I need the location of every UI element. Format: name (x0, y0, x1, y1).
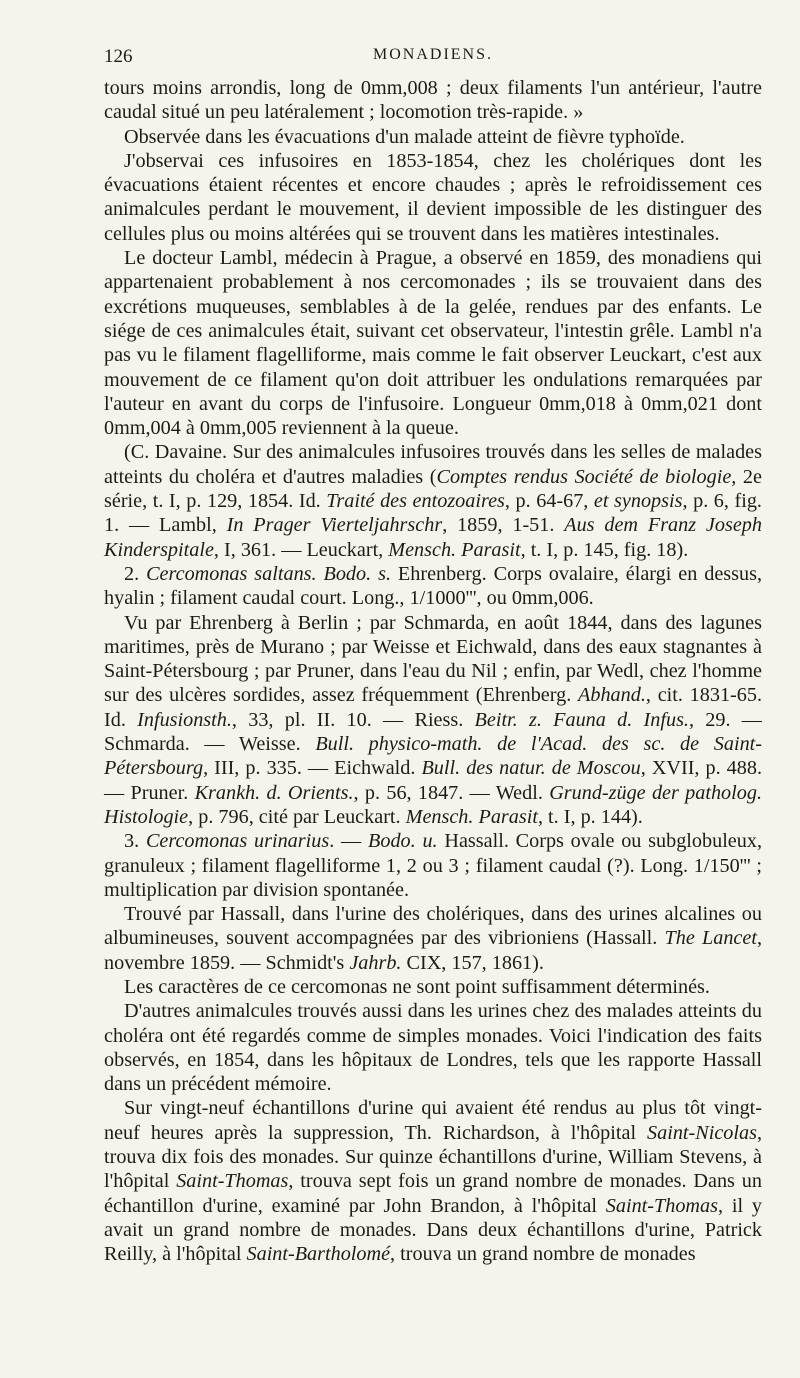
text-run: , trouva sept fois un grand nombre de monades. Dans un échantillon d'urine, examiné par John Brandon, à l'hôpital (104, 1170, 762, 1217)
running-head (104, 46, 762, 76)
text-run: , novembre 1859. — Schmidt's (104, 927, 762, 974)
text-run: , p. 6, fig. 1. — Lambl, (104, 490, 762, 537)
running-title: MONADIENS. (373, 46, 493, 63)
text-run: Ehrenberg. Corps ovalaire, élargi en dessus, hyalin ; filament caudal court. Long., 1/1000''', ou 0mm,006. (104, 562, 763, 610)
text-run: , t. I, p. 144). (537, 805, 643, 828)
text-run: , p. 796, cité par Leuckart. (188, 805, 406, 828)
italic-citation: Krankh. d. Orients. (194, 781, 354, 804)
italic-citation: Saint-Bartholomé (246, 1243, 391, 1266)
text-run: , il y avait un grand nombre de monades. Dans deux échantillons d'urine, Patrick Reilly, à l'hôpital (104, 1194, 763, 1266)
text-run: 2. (124, 562, 147, 585)
text-run: Hassall. Corps ovale ou subglobuleux, granuleux ; filament flagelliforme 1, 2 ou 3 ; filament caudal (?). Long. 1/150''' ; multiplication par division spontanée. (104, 830, 762, 901)
italic-citation: Beitr. z. Fauna d. Infus. (474, 708, 689, 731)
italic-citation: Cercomonas saltans. Bodo. s. (146, 562, 391, 585)
text-run: , t. I, p. 145, fig. 18). (520, 538, 689, 561)
italic-citation: Saint-Thomas (176, 1170, 289, 1193)
italic-citation: Bull. physico-math. de l'Acad. des sc. de Saint-Pétersbourg (104, 733, 762, 780)
italic-citation: Infusionsth. (137, 708, 232, 731)
italic-citation: Comptes rendus Société de biologie (436, 465, 732, 488)
text-run: , trouva un grand nombre de monades (390, 1243, 696, 1266)
text-run: , p. 64-67, (504, 490, 594, 513)
paragraph: Le docteur Lambl, médecin à Prague, a observé en 1859, des monadiens qui appartenaient probablement à nos cercomonades ; ils se trouvaient dans des excrétions muqueuses, semblables à de la gelée, rendues par des enfants. Le siége de ces animalcules était, suivant cet observateur, l'intestin grêle. Lambl n'a pas vu le filament flagelliforme, mais comme le fait observer Leuckart, c'est aux mouvement de ce filament qu'on doit attribuer les ondulations remarquées par l'auteur en avant du corps de l'infusoire. Longueur 0mm,018 à 0mm,021 dont 0mm,004 à 0mm,005 reviennent à la queue. (104, 247, 762, 440)
text-run: , p. 56, 1847. — Wedl. (353, 781, 550, 804)
text-run: CIX, 157, 1861). (401, 951, 544, 974)
italic-citation: Bull. des natur. de Moscou (421, 757, 641, 780)
species-entry (104, 829, 762, 902)
italic-citation: Jahrb. (349, 951, 402, 974)
text-run: , 29. — Schmarda. — Weisse. (104, 708, 762, 756)
paragraph (104, 611, 762, 830)
italic-citation: The Lancet (664, 927, 757, 950)
italic-citation: et synopsis (593, 490, 683, 513)
text-run: Trouvé par Hassall, dans l'urine des cholériques, dans des urines alcalines ou albumineuses, souvent accompagnées par des vibrioniens (Hassall. (104, 903, 762, 950)
paragraph: Les caractères de ce cercomonas ne sont point suffisamment déterminés. (124, 975, 710, 998)
italic-citation: Bodo. u. (368, 830, 438, 853)
text-run: , trouva dix fois des monades. Sur quinze échantillons d'urine, William Stevens, à l'hôpital (104, 1121, 762, 1193)
text-run: (C. Davaine. Sur des animalcules infusoires trouvés dans les selles de malades atteints du choléra et d'autres maladies ( (104, 441, 762, 488)
italic-citation: Aus dem Franz Joseph Kinderspitale (104, 514, 762, 561)
paragraph: Observée dans les évacuations d'un malade atteint de fièvre typhoïde. (124, 125, 685, 148)
italic-citation: Saint-Nicolas (647, 1121, 757, 1144)
text-run: 3. (124, 830, 146, 853)
text-run: , cit. 1831-65. Id. (104, 684, 762, 731)
text-run: Vu par Ehrenberg à Berlin ; par Schmarda, en août 1844, dans des lagunes maritimes, près de Murano ; par Weisse et Eichwald, dans des eaux stagnantes à Saint-Pétersbourg ; par Pruner, dans l'eau du Nil ; enfin, par Wedl, chez l'homme sur des ulcères sordides, assez fréquemment (Ehrenberg. (104, 611, 762, 707)
text-run: , XVII, p. 488. — Pruner. (104, 757, 763, 804)
italic-citation: Abhand. (578, 684, 646, 707)
italic-citation: Traité des entozoaires (326, 490, 505, 513)
italic-citation: In Prager Vierteljahrschr (226, 514, 443, 537)
text-run: , III, p. 335. — Eichwald. (203, 757, 422, 780)
page-number: 126 (104, 46, 133, 67)
body-text (104, 76, 762, 1267)
text-run: , I, 361. — Leuckart, (213, 538, 389, 561)
italic-citation: Saint-Thomas (605, 1194, 718, 1217)
text-run: . — (329, 830, 369, 853)
paragraph: D'autres animalcules trouvés aussi dans les urines chez des malades atteints du choléra ont été regardés comme de simples monades. Voici l'indication des faits observés, en 1854, dans les hôpitaux de Londres, tels que les rapporte Hassall dans un précédent mémoire. (104, 1000, 762, 1096)
text-run: , 1859, 1-51. (442, 514, 565, 537)
reference-paragraph (104, 440, 762, 561)
text-run: , 2e série, t. I, p. 129, 1854. Id. (104, 465, 762, 513)
text-run: , 33, pl. II. 10. — Riess. (231, 708, 475, 731)
species-entry (104, 562, 762, 611)
italic-citation: Mensch. Parasit (388, 538, 521, 561)
italic-citation: Cercomonas urinarius (145, 830, 330, 853)
paragraph: tours moins arrondis, long de 0mm,008 ; deux filaments l'un antérieur, l'autre caudal situé un peu latéralement ; locomotion très-rapide. » (104, 77, 762, 124)
paragraph (104, 1096, 762, 1266)
italic-citation: Grund-züge der patholog. Histologie (104, 781, 762, 828)
paragraph: J'observai ces infusoires en 1853-1854, chez les cholériques dont les évacuations étaient récentes et encore chaudes ; après le refroidissement ces animalcules perdant le mouvement, il devient impossible de les distinguer des cellules plus ou moins altérées qui se trouvent dans les matières intestinales. (104, 149, 762, 245)
paragraph (104, 902, 762, 975)
text-run: Sur vingt-neuf échantillons d'urine qui avaient été rendus au plus tôt vingt-neuf heures après la suppression, Th. Richardson, à l'hôpital (104, 1097, 762, 1144)
italic-citation: Mensch. Parasit (405, 805, 538, 828)
